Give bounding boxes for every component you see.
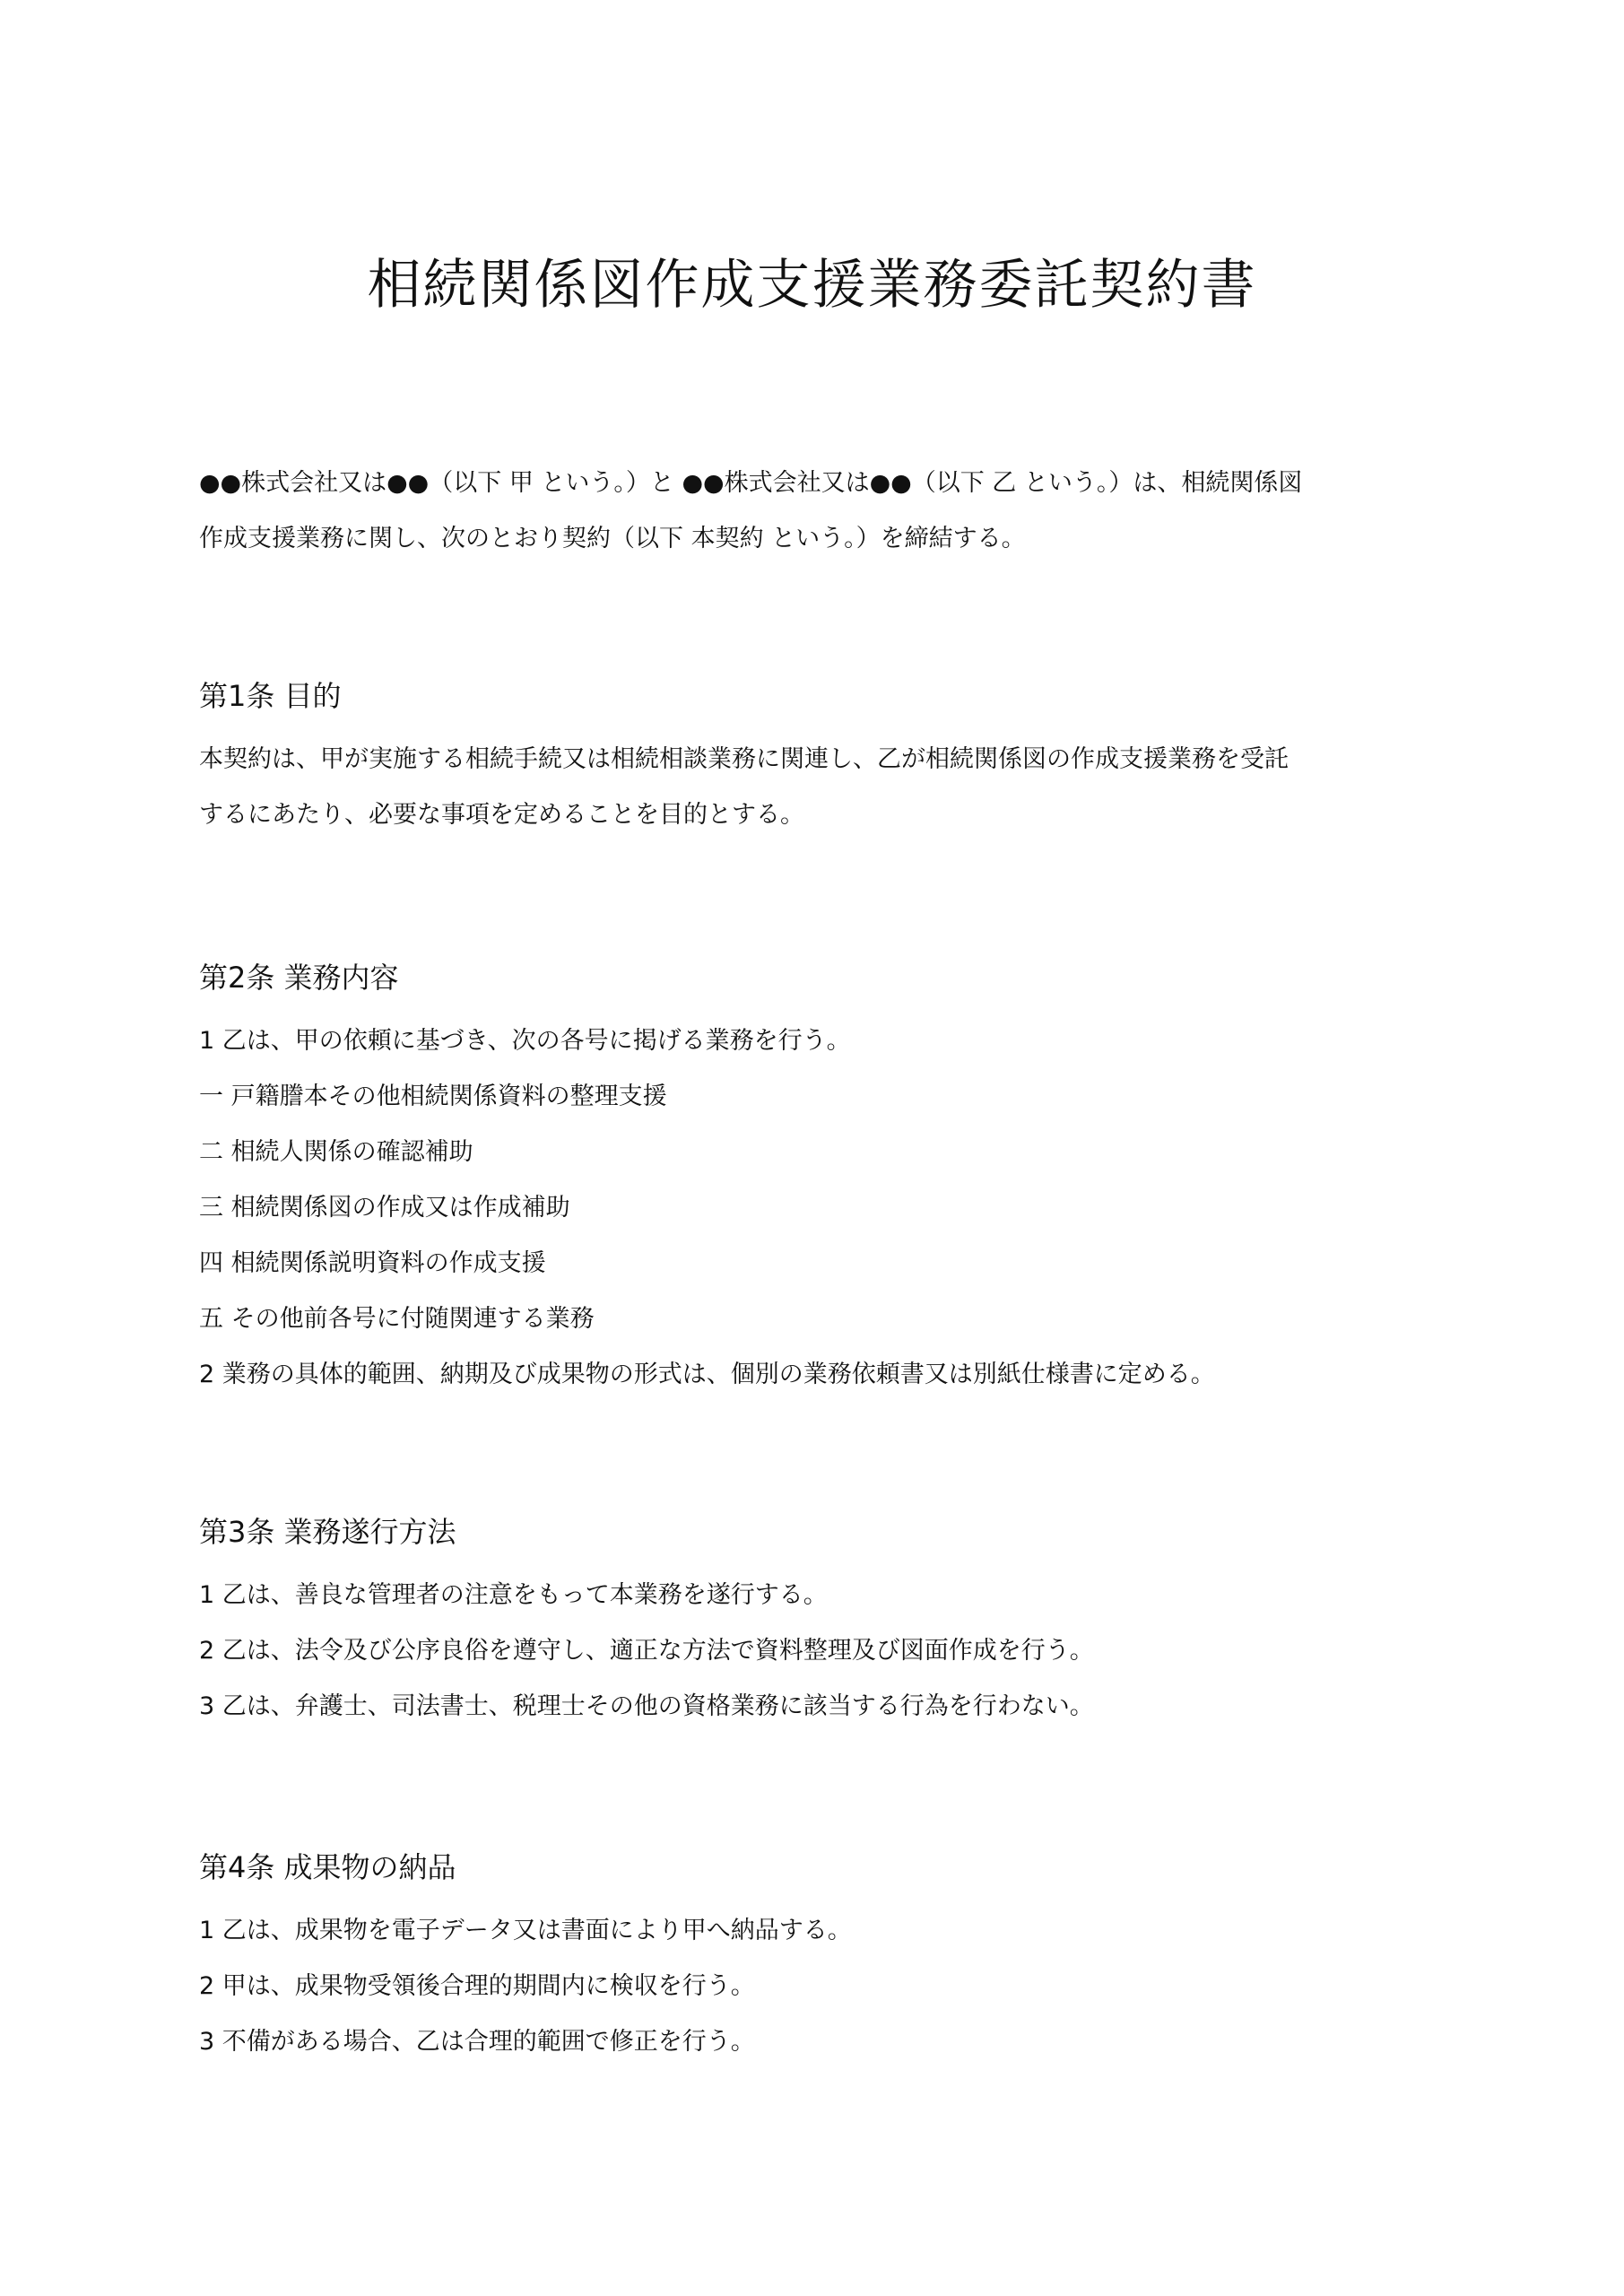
article-line: 一 戸籍謄本その他相続関係資料の整理支援 (199, 1083, 667, 1110)
article-line: 四 相続関係説明資料の作成支援 (199, 1249, 546, 1277)
article-line: 3 乙は、弁護士、司法書士、税理士その他の資格業務に該当する行為を行わない。 (199, 1692, 1094, 1720)
preamble-line: ●●株式会社又は●●（以下 甲 という。）と ●●株式会社又は●●（以下 乙 という。）は、相続関係図 (199, 469, 1303, 497)
article-line: 二 相続人関係の確認補助 (199, 1138, 473, 1166)
preamble-line: 作成支援業務に関し、次のとおり契約（以下 本契約 という。）を締結する。 (199, 525, 1026, 552)
article-3 (199, 1514, 1472, 1735)
article-line: 三 相続関係図の作成又は作成補助 (199, 1194, 570, 1222)
article-heading: 第3条 業務遂行方法 (199, 1515, 456, 1549)
article-2 (199, 960, 1472, 1403)
article-line: 2 甲は、成果物受領後合理的期間内に検収を行う。 (199, 1972, 755, 2000)
article-4 (199, 1849, 1472, 2070)
preamble (199, 456, 1472, 567)
article-line: 1 乙は、善良な管理者の注意をもって本業務を遂行する。 (199, 1581, 828, 1609)
article-line: 五 その他前各号に付随関連する業務 (199, 1305, 595, 1333)
article-line: 2 乙は、法令及び公序良俗を遵守し、適正な方法で資料整理及び図面作成を行う。 (199, 1637, 1094, 1665)
article-heading: 第4条 成果物の納品 (199, 1850, 456, 1884)
article-heading: 第1条 目的 (199, 679, 342, 713)
article-line: 1 乙は、成果物を電子データ又は書面により甲へ納品する。 (199, 1917, 852, 1944)
article-heading: 第2条 業務内容 (199, 961, 399, 995)
article-line: 1 乙は、甲の依頼に基づき、次の各号に掲げる業務を行う。 (199, 1027, 851, 1055)
article-1 (199, 678, 1472, 843)
article-line: 3 不備がある場合、乙は合理的範囲で修正を行う。 (199, 2028, 755, 2056)
article-line: 2 業務の具体的範囲、納期及び成果物の形式は、個別の業務依頼書又は別紙仕様書に定める。 (199, 1361, 1215, 1388)
article-line: 本契約は、甲が実施する相続手続又は相続相談業務に関連し、乙が相続関係図の作成支援業務を受託 (199, 745, 1289, 773)
article-line: するにあたり、必要な事項を定めることを目的とする。 (199, 801, 804, 829)
document-title: 相続関係図作成支援業務委託契約書 (367, 254, 1257, 317)
